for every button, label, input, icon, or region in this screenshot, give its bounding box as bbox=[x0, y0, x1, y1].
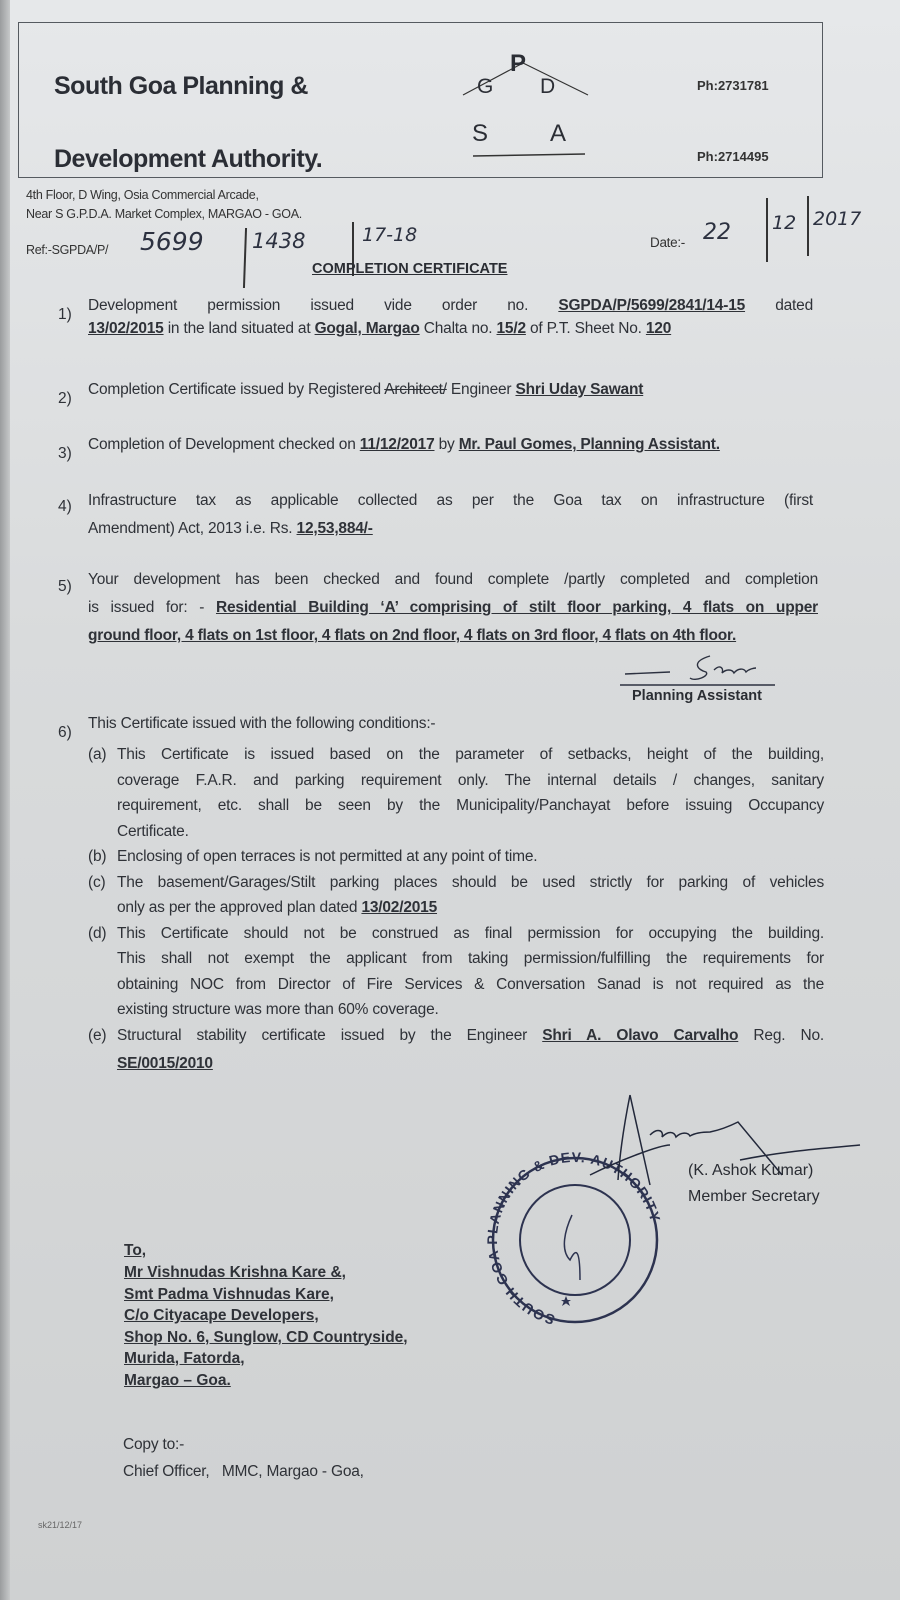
condition-label: (e) bbox=[88, 1026, 107, 1044]
org-name-line2: Development Authority. bbox=[54, 145, 323, 173]
date-label: Date:- bbox=[650, 235, 685, 250]
planning-assistant-signature bbox=[610, 648, 780, 688]
signatory-name: (K. Ashok Kumar) bbox=[688, 1162, 814, 1179]
struck-text: Architect/ bbox=[384, 381, 447, 398]
copy-to-label: Copy to:- bbox=[123, 1436, 185, 1453]
text: dated bbox=[775, 297, 813, 314]
text: Amendment) Act, 2013 i.e. Rs. bbox=[88, 520, 293, 537]
footnote-initials: sk21/12/17 bbox=[38, 1520, 83, 1530]
text: is issued for: - bbox=[88, 599, 205, 616]
ref-handwritten-2: 1438 bbox=[252, 229, 306, 253]
text: requirement, etc. shall be seen by the Municipality/Panchayat before issuing Occupancy bbox=[117, 797, 824, 814]
seal-text: SOUTH GOA PLANNING & DEV. AUTHORITY bbox=[484, 1150, 664, 1329]
address-line: Smt Padma Vishnudas Kare, bbox=[124, 1285, 334, 1303]
text: of P.T. Sheet No. bbox=[530, 320, 642, 337]
chalta-number: 15/2 bbox=[496, 320, 526, 337]
item-number: 2) bbox=[58, 390, 72, 407]
condition-label: (d) bbox=[88, 924, 107, 942]
condition-label: (b) bbox=[88, 848, 107, 865]
order-date: 13/02/2015 bbox=[88, 320, 164, 337]
planning-assistant-title: Planning Assistant bbox=[632, 688, 762, 704]
text: Structural stability certificate issued by the Engineer bbox=[117, 1026, 528, 1044]
item-5 bbox=[88, 566, 818, 650]
text: only as per the approved plan dated bbox=[117, 899, 358, 916]
text: Development permission issued vide order no. bbox=[88, 297, 529, 314]
item-2 bbox=[88, 378, 813, 401]
address-line2: Near S G.P.D.A. Market Complex, MARGAO - GOA. bbox=[26, 207, 302, 221]
text: Your development has been checked and found complete /partly completed and completion bbox=[88, 571, 818, 588]
ref-handwritten-1: 5699 bbox=[140, 227, 204, 256]
address-line1: 4th Floor, D Wing, Osia Commercial Arcade, bbox=[26, 188, 259, 202]
logo-letter-d: D bbox=[540, 75, 555, 98]
date-divider bbox=[766, 198, 768, 262]
text: Enclosing of open terraces is not permitted at any point of time. bbox=[117, 848, 538, 865]
date-year: 2017 bbox=[813, 208, 862, 230]
officer-name: Mr. Paul Gomes, Planning Assistant. bbox=[458, 436, 720, 453]
address-line: Mr Vishnudas Krishna Kare &, bbox=[124, 1264, 346, 1281]
text: Engineer bbox=[450, 381, 512, 398]
item-4 bbox=[88, 487, 813, 543]
order-number: SGPDA/P/5699/2841/14-15 bbox=[558, 297, 746, 314]
address-line: Margao – Goa. bbox=[124, 1371, 231, 1389]
phone-2: Ph:2714495 bbox=[697, 149, 769, 164]
org-name-line1: South Goa Planning & bbox=[54, 72, 308, 100]
ref-label: Ref:-SGPDA/P/ bbox=[26, 243, 109, 257]
engineer-name: Shri A. Olavo Carvalho bbox=[542, 1026, 739, 1044]
condition-label: (c) bbox=[88, 873, 106, 891]
sheet-number: 120 bbox=[645, 320, 672, 337]
copy-to-recipient: Chief Officer, MMC, Margao - Goa, bbox=[123, 1463, 364, 1480]
logo-letter-a: A bbox=[550, 120, 566, 147]
condition-label: (a) bbox=[88, 746, 107, 763]
item-1 bbox=[88, 294, 813, 340]
text: Completion Certificate issued by Registered bbox=[88, 381, 381, 398]
registration-number: SE/0015/2010 bbox=[117, 1055, 213, 1072]
text: Infrastructure tax as applicable collected as per the Goa tax on infrastructure (first bbox=[88, 492, 813, 509]
text: coverage F.A.R. and parking requirement only. The internal details / changes, sanitary bbox=[117, 771, 824, 789]
item-number: 4) bbox=[58, 498, 72, 515]
item-number: 5) bbox=[58, 578, 72, 595]
signatory-title: Member Secretary bbox=[688, 1188, 820, 1205]
address-line: Shop No. 6, Sunglow, CD Countryside, bbox=[124, 1328, 408, 1346]
logo-letter-p: P bbox=[510, 50, 526, 77]
item-number: 1) bbox=[58, 306, 72, 323]
text: Chalta no. bbox=[423, 320, 493, 337]
address-line: Murida, Fatorda, bbox=[124, 1350, 245, 1367]
date-day: 22 bbox=[703, 220, 731, 245]
item-number: 3) bbox=[58, 445, 72, 462]
item-number: 6) bbox=[58, 724, 72, 741]
ref-handwritten-3: 17-18 bbox=[362, 224, 418, 246]
text: Reg. No. bbox=[753, 1026, 825, 1044]
conditions-intro: This Certificate issued with the following conditions:- bbox=[88, 715, 436, 732]
location: Gogal, Margao bbox=[314, 320, 420, 337]
item-3 bbox=[88, 433, 813, 456]
text: This Certificate should not be construed as final permission for occupying the building. bbox=[117, 924, 824, 942]
date-month: 12 bbox=[772, 212, 797, 234]
building-description: ground floor, 4 flats on 1st floor, 4 flats on 2nd floor, 4 flats on 3rd floor, 4 flats on 4th floor. bbox=[88, 627, 737, 644]
text: by bbox=[438, 436, 455, 453]
text: obtaining NOC from Director of Fire Services & Conversation Sanad is not required as the bbox=[117, 975, 824, 993]
text: in the land situated at bbox=[167, 320, 311, 337]
engineer-name: Shri Uday Sawant bbox=[515, 381, 644, 398]
recipient-label: To, bbox=[124, 1242, 147, 1259]
certificate-title: COMPLETION CERTIFICATE bbox=[312, 261, 508, 277]
logo-letter-g: G bbox=[477, 75, 493, 98]
text: This shall not exempt the applicant from taking permission/fulfilling the requirements for bbox=[117, 950, 824, 967]
logo-letter-s: S bbox=[472, 120, 488, 147]
building-description: Residential Building ‘A’ comprising of stilt floor parking, 4 flats on upper bbox=[215, 599, 818, 616]
recipient-address bbox=[124, 1262, 408, 1391]
date-divider bbox=[807, 196, 809, 256]
plan-date: 13/02/2015 bbox=[361, 899, 438, 916]
text: Completion of Development checked on bbox=[88, 436, 356, 453]
tax-amount: 12,53,884/- bbox=[296, 520, 373, 537]
conditions-list bbox=[88, 742, 824, 1077]
check-date: 11/12/2017 bbox=[359, 436, 435, 453]
text: Certificate. bbox=[117, 822, 189, 840]
text: existing structure was more than 60% coverage. bbox=[117, 1001, 439, 1018]
text: This Certificate is issued based on the parameter of setbacks, height of the building, bbox=[117, 746, 824, 763]
text: The basement/Garages/Stilt parking places should be used strictly for parking of vehicles bbox=[117, 873, 824, 891]
phone-1: Ph:2731781 bbox=[697, 78, 769, 93]
address-line: C/o Cityacape Developers, bbox=[124, 1307, 319, 1324]
